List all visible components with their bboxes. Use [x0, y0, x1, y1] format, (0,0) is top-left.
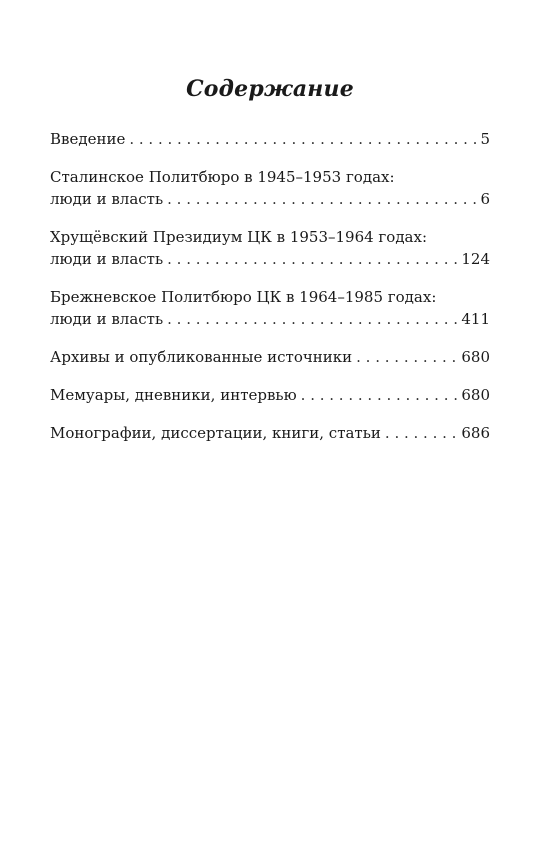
toc-entry-khrushchev-presidium[interactable]	[50, 226, 490, 270]
toc-entry-text: люди и власть	[50, 190, 164, 208]
toc-entry-archives[interactable]	[50, 346, 490, 368]
toc-entry-text: Мемуары, дневники, интервью	[50, 386, 297, 404]
dot-leader	[167, 248, 457, 270]
toc-entry-introduction[interactable]	[50, 128, 490, 150]
toc-title: Содержание	[186, 76, 354, 102]
toc-entry-text: люди и власть	[50, 310, 164, 328]
toc-entry-text: Архивы и опубликованные источники	[50, 348, 353, 366]
dot-leader	[167, 188, 476, 210]
toc-entry-stalin-politburo[interactable]	[50, 166, 490, 210]
dot-leader	[167, 308, 457, 330]
toc-leader-line	[50, 422, 490, 444]
dot-leader	[301, 384, 458, 406]
toc-entry-text: Введение	[50, 130, 126, 148]
toc-entry-monographs[interactable]	[50, 422, 490, 444]
dot-leader	[385, 422, 457, 444]
toc-entry-text: Брежневское Политбюро ЦК в 1964–1985 годах:	[50, 288, 437, 306]
page-number: 124	[461, 250, 490, 268]
table-of-contents	[50, 128, 490, 460]
toc-entry-text: люди и власть	[50, 250, 164, 268]
toc-entry-brezhnev-politburo[interactable]	[50, 286, 490, 330]
dot-leader	[356, 346, 457, 368]
toc-leader-line	[50, 128, 490, 150]
toc-leader-line	[50, 248, 490, 270]
page-number: 680	[461, 348, 490, 366]
page-number: 680	[461, 386, 490, 404]
toc-entry-text: Сталинское Политбюро в 1945–1953 годах:	[50, 168, 395, 186]
toc-leader-line	[50, 308, 490, 330]
toc-leader-line	[50, 188, 490, 210]
toc-entry-text: Монографии, диссертации, книги, статьи	[50, 424, 381, 442]
toc-leader-line	[50, 384, 490, 406]
toc-entry-text: Хрущёвский Президиум ЦК в 1953–1964 годах:	[50, 228, 428, 246]
page-number: 411	[461, 310, 490, 328]
dot-leader	[129, 128, 476, 150]
page-number: 686	[461, 424, 490, 442]
page-number: 6	[480, 190, 490, 208]
page-number: 5	[480, 130, 490, 148]
toc-entry-memoirs[interactable]	[50, 384, 490, 406]
toc-leader-line	[50, 346, 490, 368]
